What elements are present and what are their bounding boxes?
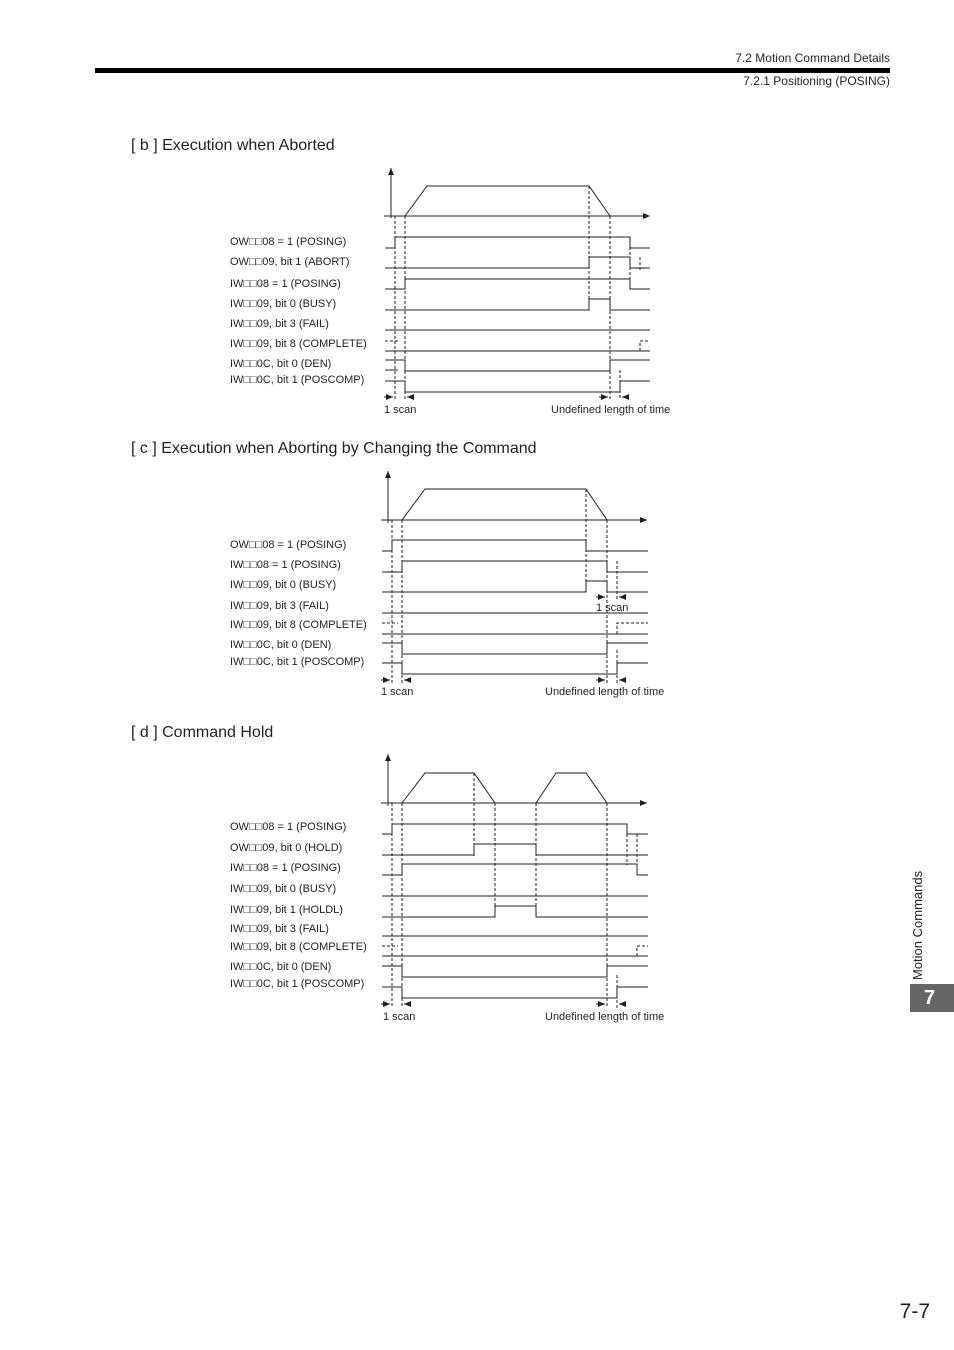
side-tab-label: Motion Commands [910, 870, 925, 980]
c-scan-label: 1 scan [381, 686, 414, 698]
section-d-title: [ d ] Command Hold [131, 724, 274, 741]
c-undefined-label: Undefined length of time [545, 686, 665, 698]
page-number: 7-7 [899, 1300, 930, 1323]
b-scan-label: 1 scan [384, 404, 417, 416]
d-signal-0: OW□□08 = 1 (POSING) [230, 821, 347, 833]
b-signal-4: IW□□09, bit 3 (FAIL) [230, 318, 329, 330]
b-signal-1: OW□□09, bit 1 (ABORT) [230, 256, 350, 268]
d-signal-5: IW□□09, bit 3 (FAIL) [230, 923, 329, 935]
c-signal-1: IW□□08 = 1 (POSING) [230, 559, 341, 571]
c-signal-5: IW□□0C, bit 0 (DEN) [230, 639, 332, 651]
c-signal-2: IW□□09, bit 0 (BUSY) [230, 579, 337, 591]
b-undefined-label: Undefined length of time [551, 404, 671, 416]
b-signal-6: IW□□0C, bit 0 (DEN) [230, 358, 332, 370]
d-signal-2: IW□□08 = 1 (POSING) [230, 862, 341, 874]
d-undefined-label: Undefined length of time [545, 1011, 665, 1023]
d-signal-3: IW□□09, bit 0 (BUSY) [230, 883, 337, 895]
c-scan-label-2: 1 scan [596, 602, 629, 614]
c-signal-0: OW□□08 = 1 (POSING) [230, 539, 347, 551]
header-subsection: 7.2.1 Positioning (POSING) [743, 74, 890, 88]
d-signal-1: OW□□09, bit 0 (HOLD) [230, 842, 343, 854]
chapter-tab: 7 [910, 984, 954, 1012]
d-signal-6: IW□□09, bit 8 (COMPLETE) [230, 941, 367, 953]
b-signal-5: IW□□09, bit 8 (COMPLETE) [230, 338, 367, 350]
c-signal-4: IW□□09, bit 8 (COMPLETE) [230, 619, 367, 631]
b-signal-0: OW□□08 = 1 (POSING) [230, 236, 347, 248]
d-scan-label: 1 scan [383, 1011, 416, 1023]
c-signal-3: IW□□09, bit 3 (FAIL) [230, 600, 329, 612]
b-signal-7: IW□□0C, bit 1 (POSCOMP) [230, 374, 365, 386]
b-signal-2: IW□□08 = 1 (POSING) [230, 278, 341, 290]
section-b-title: [ b ] Execution when Aborted [131, 137, 335, 154]
c-signal-6: IW□□0C, bit 1 (POSCOMP) [230, 656, 365, 668]
b-signal-3: IW□□09, bit 0 (BUSY) [230, 298, 337, 310]
d-signal-4: IW□□09, bit 1 (HOLDL) [230, 904, 343, 916]
d-signal-7: IW□□0C, bit 0 (DEN) [230, 961, 332, 973]
header-section: 7.2 Motion Command Details [735, 51, 890, 65]
section-c-title: [ c ] Execution when Aborting by Changing the Command [131, 440, 537, 457]
d-signal-8: IW□□0C, bit 1 (POSCOMP) [230, 978, 365, 990]
header-rule [95, 68, 890, 73]
